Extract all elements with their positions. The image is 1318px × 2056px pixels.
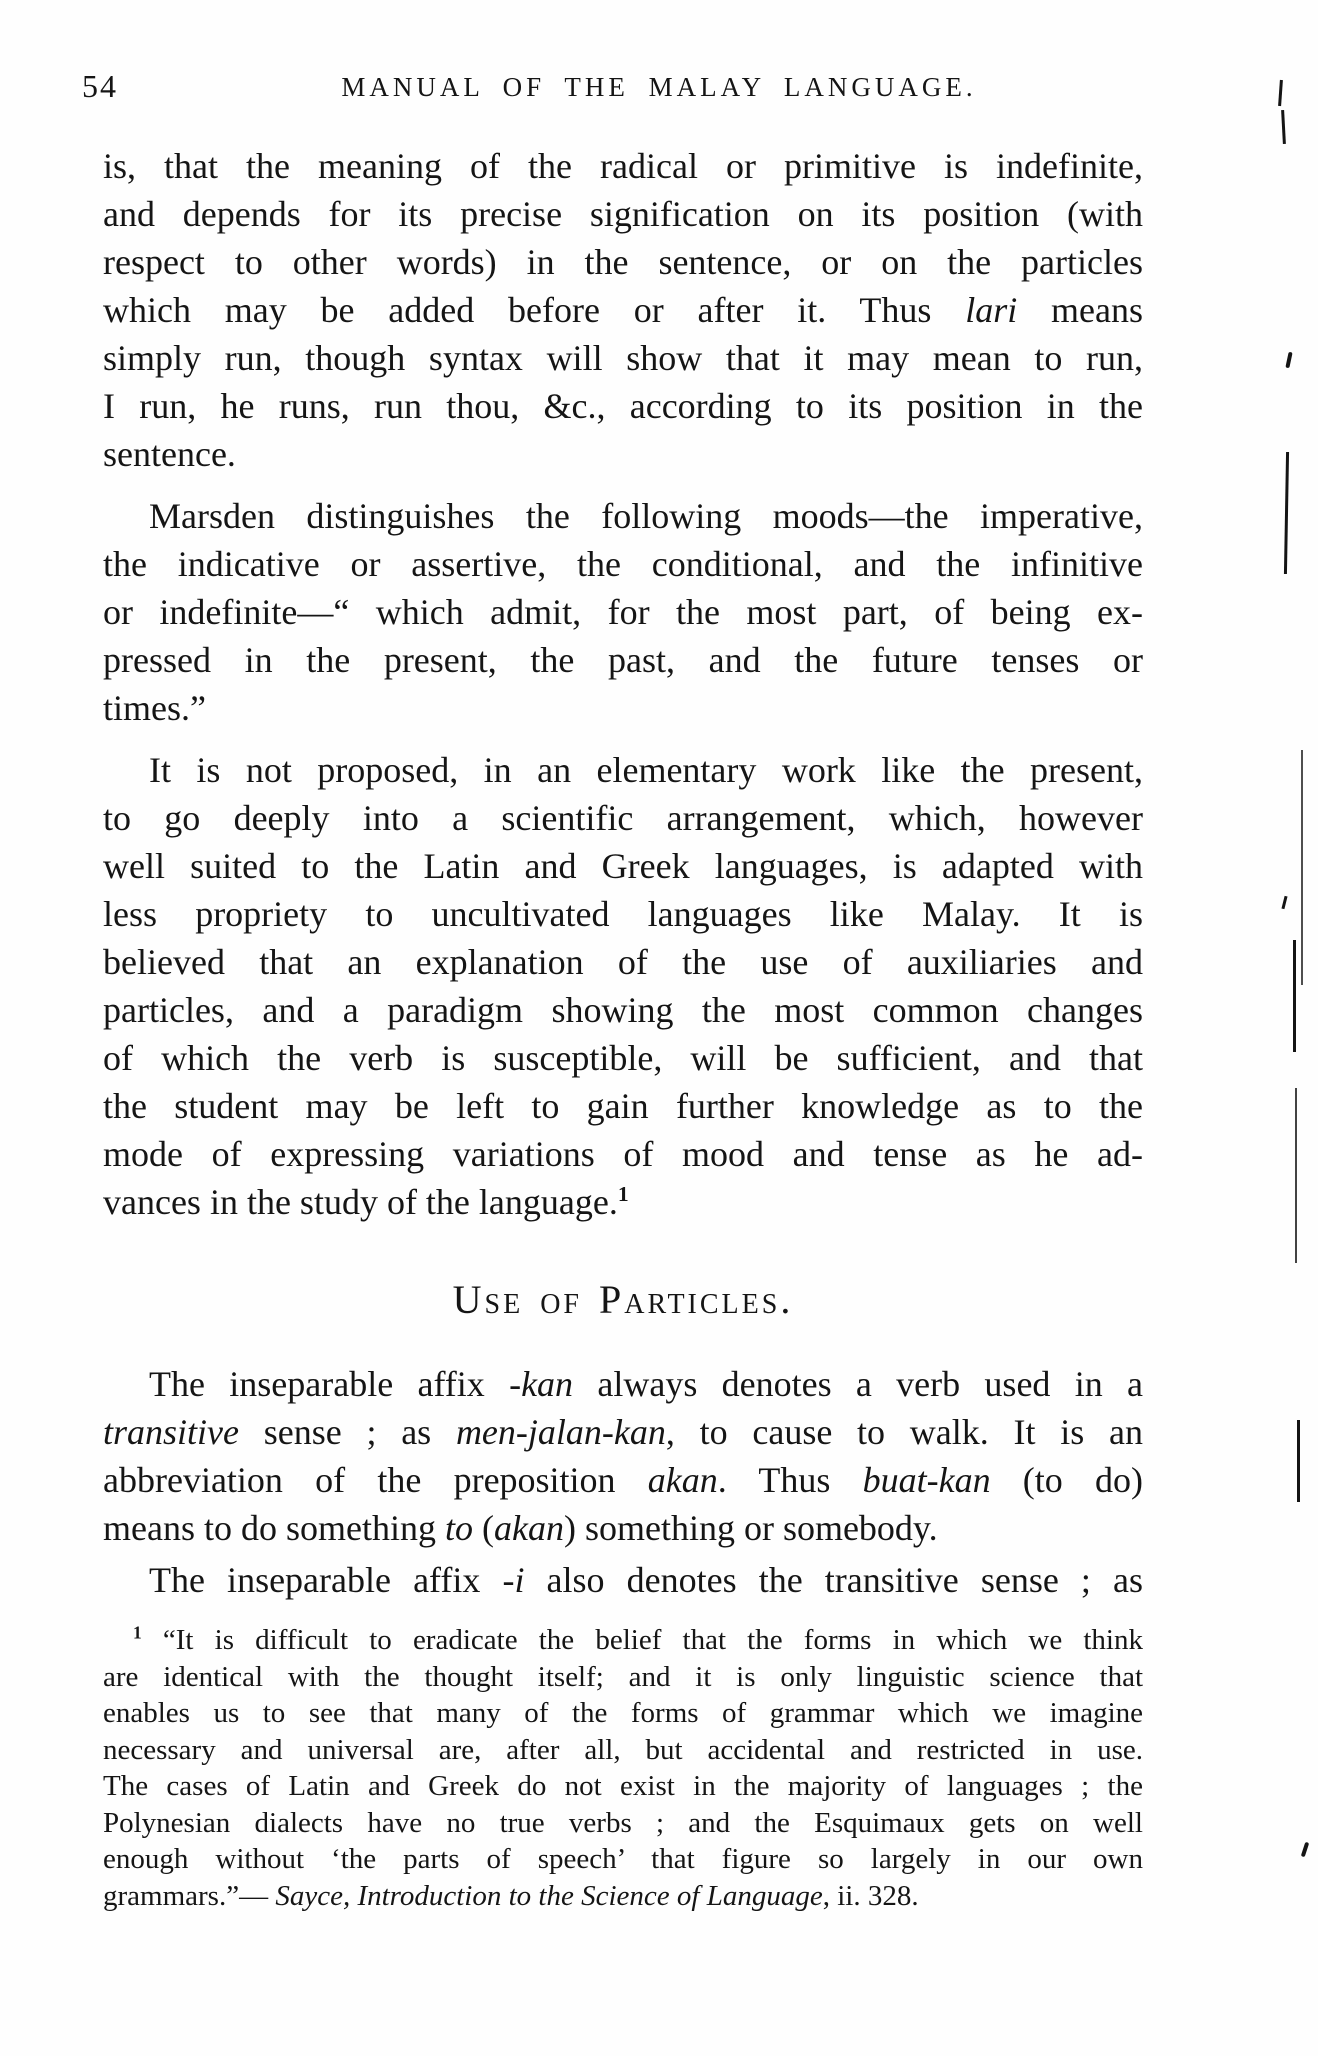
text-line: enough without ‘the parts of speech’ that figure so largely in our own <box>103 1843 1143 1875</box>
text-line: well suited to the Latin and Greek languages, is adapted with <box>103 846 1143 886</box>
text-line: means to do something to (akan) something or somebody. <box>103 1508 938 1548</box>
scan-artifact <box>1285 352 1292 368</box>
paragraph <box>103 1622 1143 1914</box>
particles-text-block <box>103 1360 1143 1604</box>
scan-artifact <box>1281 896 1287 909</box>
paragraph <box>103 142 1143 478</box>
paragraph <box>103 492 1143 732</box>
text-line: particles, and a paradigm showing the most common changes <box>103 990 1143 1030</box>
text-line: respect to other words) in the sentence, or on the particles <box>103 242 1143 282</box>
text-line: necessary and universal are, after all, but accidental and restricted in use. <box>103 1733 1143 1766</box>
text-line: Marsden distinguishes the following moods—the imperative, <box>149 496 1143 536</box>
scan-artifact <box>1301 1842 1309 1858</box>
text-line: transitive sense ; as men-jalan-kan, to cause to walk. It is an <box>103 1412 1143 1452</box>
text-line: simply run, though syntax will show that it may mean to run, <box>103 338 1143 378</box>
text-line: the student may be left to gain further knowledge as to the <box>103 1086 1143 1126</box>
text-line: sentence. <box>103 434 236 474</box>
scan-artifact <box>1297 1420 1300 1502</box>
text-line: are identical with the thought itself; and it is only linguistic science that <box>103 1660 1143 1693</box>
text-line: pressed in the present, the past, and the future tenses or <box>103 640 1143 680</box>
text-line: grammars.”— Sayce, Introduction to the Science of Language, ii. 328. <box>103 1879 919 1912</box>
section-heading: Use of Particles. <box>452 1277 794 1322</box>
text-line: abbreviation of the preposition akan. Thus buat-kan (to do) <box>103 1460 1143 1500</box>
text-line: The inseparable affix -kan always denotes a verb used in a <box>149 1364 1143 1404</box>
text-line: or indefinite—“ which admit, for the most part, of being ex- <box>103 592 1143 632</box>
text-line: which may be added before or after it. Thus lari means <box>103 290 1144 330</box>
paragraph <box>103 1556 1143 1604</box>
text-line: believed that an explanation of the use of auxiliaries and <box>103 942 1143 982</box>
running-header: MANUAL OF THE MALAY LANGUAGE. <box>341 72 977 102</box>
text-line: Polynesian dialects have no true verbs ; and the Esquimaux gets on well <box>103 1806 1143 1839</box>
text-line: It is not proposed, in an elementary work like the present, <box>149 750 1143 790</box>
text-line: mode of expressing variations of mood and tense as he ad- <box>103 1134 1143 1174</box>
paragraph <box>103 1360 1143 1552</box>
text-line: less propriety to uncultivated languages like Malay. It is <box>103 894 1143 934</box>
text-line: The cases of Latin and Greek do not exist in the majority of languages ; the <box>103 1770 1143 1802</box>
text-column <box>103 142 1143 1914</box>
text-line: times.” <box>103 688 206 728</box>
paragraph <box>103 746 1143 1226</box>
text-line: of which the verb is susceptible, will be sufficient, and that <box>103 1038 1143 1078</box>
page-number: 54 <box>82 68 118 104</box>
scan-artifact <box>1301 750 1303 985</box>
body-text-block <box>103 142 1143 1226</box>
text-line: vances in the study of the language.$^1$ <box>103 1182 629 1222</box>
text-line: is, that the meaning of the radical or primitive is indefinite, <box>103 146 1143 186</box>
text-line: The inseparable affix -i also denotes the transitive sense ; as <box>149 1560 1143 1600</box>
text-line: and depends for its precise signification on its position (with <box>103 194 1143 234</box>
scan-artifact <box>1278 80 1283 106</box>
footnote-block <box>103 1622 1143 1914</box>
text-line: the indicative or assertive, the conditional, and the infinitive <box>103 544 1143 584</box>
text-line: $^1$ “It is difficult to eradicate the belief that the forms in which we think <box>133 1622 1143 1656</box>
scan-artifact <box>1284 452 1289 574</box>
scan-artifact <box>1281 110 1286 144</box>
text-line: to go deeply into a scientific arrangement, which, however <box>103 798 1143 838</box>
scan-artifact <box>1295 1088 1297 1263</box>
text-line: I run, he runs, run thou, &c., according to its position in the <box>103 386 1143 426</box>
scan-artifact <box>1293 940 1296 1052</box>
text-line: enables us to see that many of the forms of grammar which we imagine <box>103 1697 1143 1729</box>
